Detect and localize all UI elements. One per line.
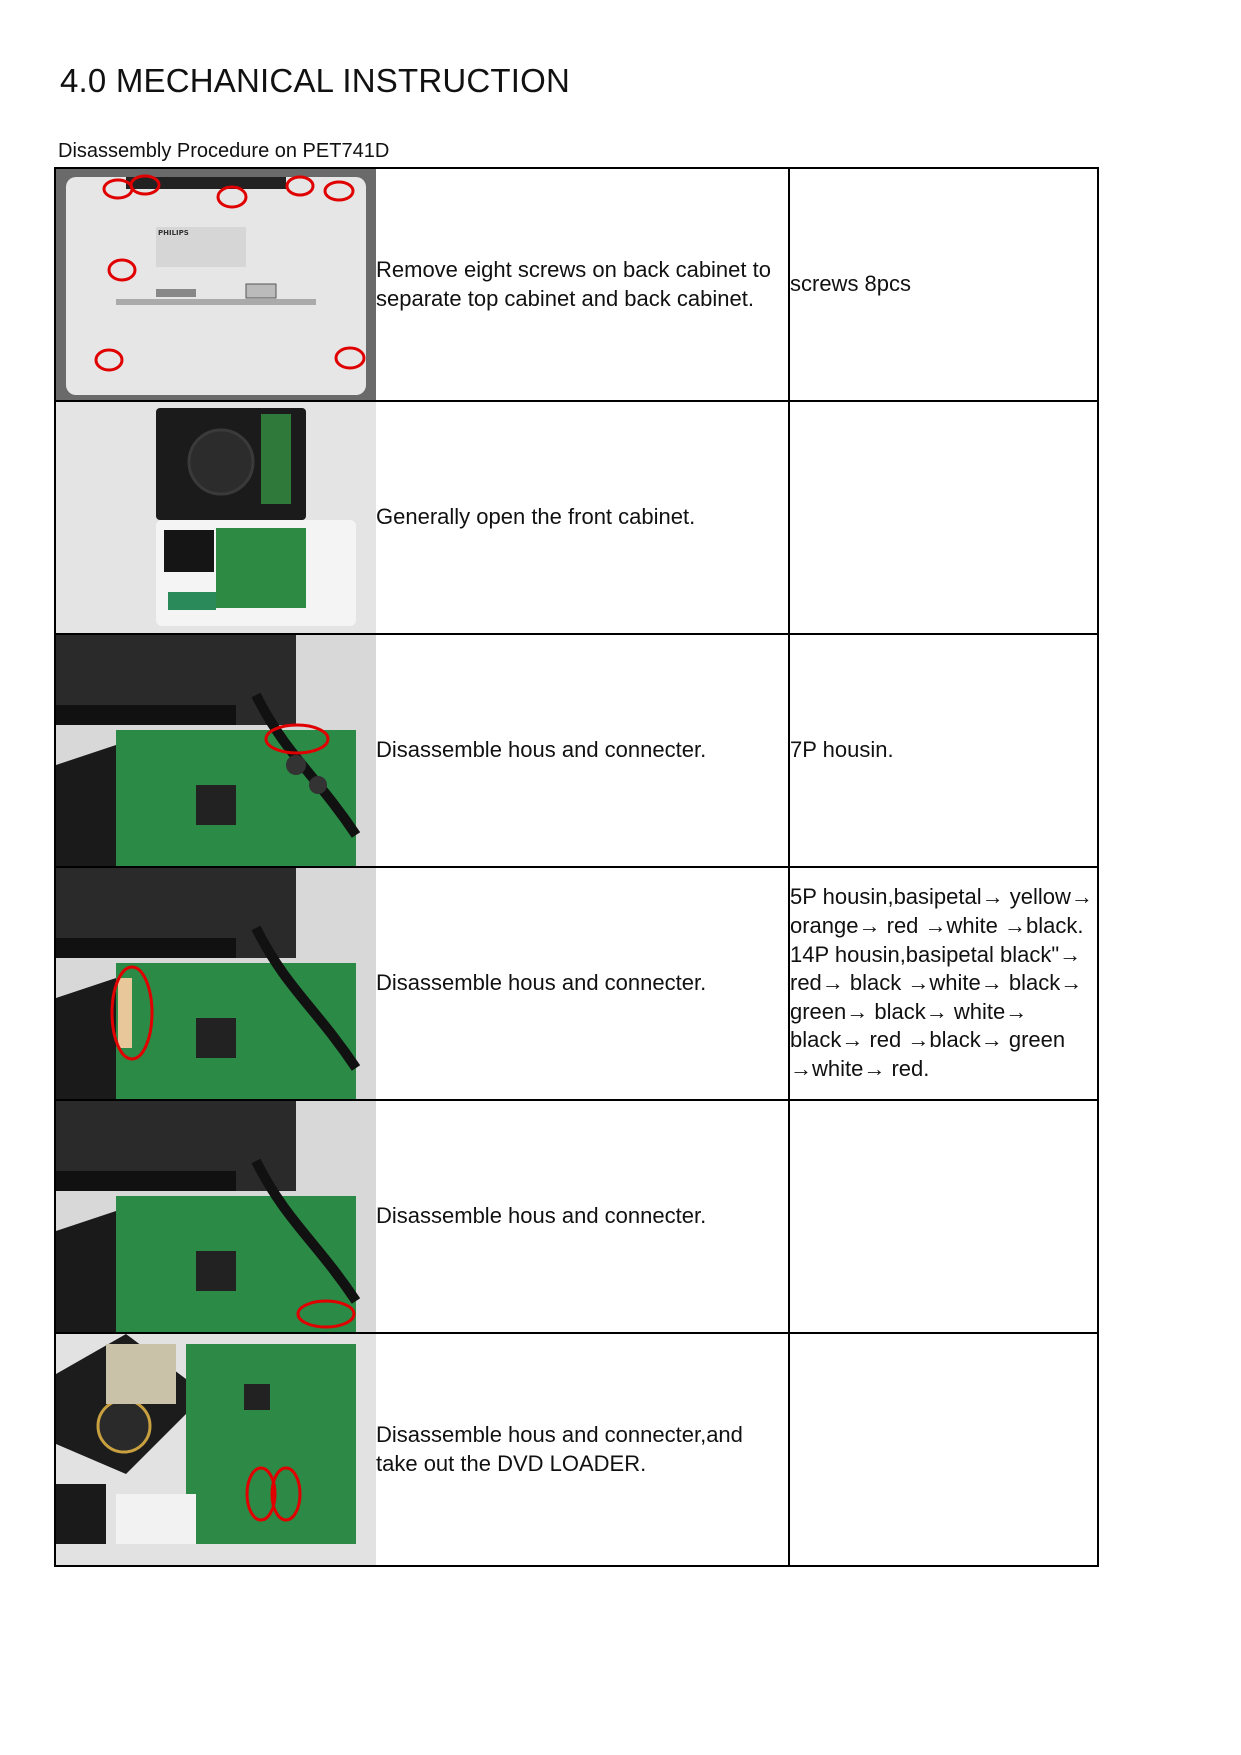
step-note: 7P housin. [789,634,1098,867]
step-description: Disassemble hous and connecter. [375,867,789,1100]
step-photo-cell [55,168,375,401]
table-row [55,867,1098,1100]
step-description: Generally open the front cabinet. [375,401,789,634]
7p-connector-photo [56,635,376,866]
step-note: screws 8pcs [789,168,1098,401]
step-note: 5P housin,basipetal→ yellow→ orange→ red →white →black. 14P housin,basipetal black"→ red→ black →white→ black→ green→ black→ white→ black→ red →black→ green →white→ red. [789,867,1098,1100]
open-front-cabinet-photo [56,402,376,633]
lower-connector-photo [56,1101,376,1332]
table-row [55,634,1098,867]
step-note [789,1333,1098,1566]
table-row [55,1333,1098,1566]
dvd-loader-photo [56,1334,376,1565]
step-photo-cell [55,401,375,634]
5p-14p-connector-photo [56,868,376,1099]
step-photo-cell [55,867,375,1100]
table-row [55,401,1098,634]
step-photo-cell [55,1333,375,1566]
brand-logo-text: PHILIPS [158,229,189,237]
procedure-table [54,167,1099,1567]
step-note [789,1100,1098,1333]
back-cabinet-screws-photo [56,169,376,400]
table-row [55,1100,1098,1333]
section-subtitle: Disassembly Procedure on PET741D [58,140,390,162]
step-photo-cell [55,1100,375,1333]
page-title: 4.0 MECHANICAL INSTRUCTION [60,62,571,99]
step-description: Disassemble hous and connecter. [375,1100,789,1333]
table-row [55,168,1098,401]
step-description: Remove eight screws on back cabinet to separate top cabinet and back cabinet. [375,168,789,401]
step-description: Disassemble hous and connecter,and take out the DVD LOADER. [375,1333,789,1566]
step-photo-cell [55,634,375,867]
step-description: Disassemble hous and connecter. [375,634,789,867]
step-note [789,401,1098,634]
